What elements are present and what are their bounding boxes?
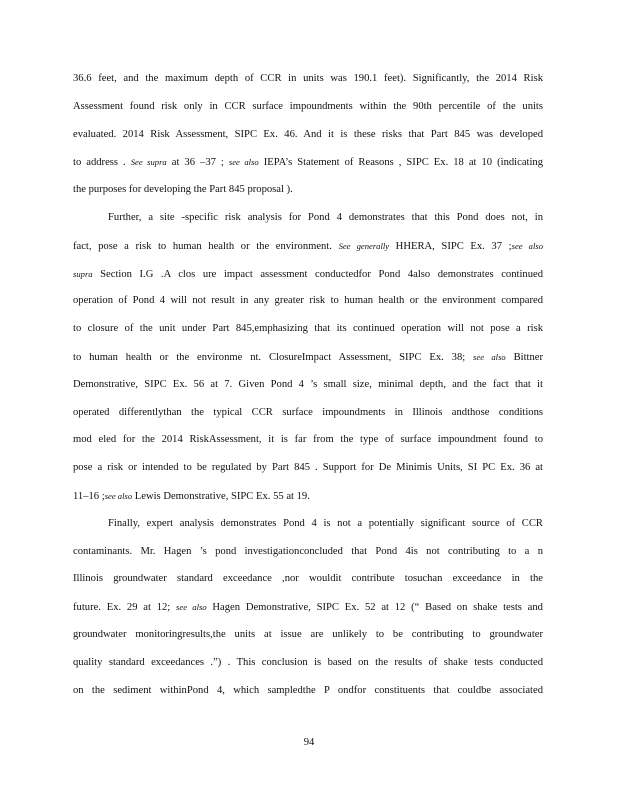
text-run: to address . [73, 157, 131, 169]
text-run: the purposes for developing the Part 845 proposal ). [73, 184, 293, 196]
text-run: at 36 –37 ; [166, 157, 229, 169]
citation-signal: see also [511, 240, 543, 251]
text-line [73, 183, 543, 197]
text-line [108, 211, 543, 225]
text-run: operation of Pond 4 will not result in any greater risk to human health or the environment compared [73, 295, 543, 307]
text-line [73, 545, 543, 559]
text-line [73, 684, 543, 698]
text-run: future. Ex. 29 at 12; [73, 602, 177, 614]
text-run: fact, pose a risk to human health or the environment. [73, 240, 339, 252]
text-run: to closure of the unit under Part 845,emphasizing that its continued operation will not pose a risk [73, 323, 543, 335]
text-run: Section I.G .A clos ure impact assessment conductedfor Pond 4also demonstrates continued [92, 268, 543, 280]
text-run: Bittner [505, 352, 543, 363]
text-line [73, 155, 543, 169]
text-run: to human health or the environme nt. ClosureImpact Assessment, SIPC Ex. 38; [73, 352, 474, 363]
text-run: Assessment found risk only in CCR surface impoundments within the 90th percentile of the units [73, 100, 543, 112]
text-line [73, 572, 543, 586]
text-run: 36.6 feet, and the maximum depth of CCR in units was 190.1 feet). Significantly, the 2014 Risk [73, 73, 543, 84]
text-run: Finally, expert analysis demonstrates Pond 4 is not a potentially significant source of CCR [108, 517, 543, 529]
text-run: 11–16 ; [73, 491, 105, 502]
text-run: Hagen Demonstrative, SIPC Ex. 52 at 12 (“ Based on shake tests and [206, 602, 543, 614]
text-line [73, 100, 543, 114]
text-run: contaminants. Mr. Hagen ’s pond investigationconcluded that Pond 4is not contributing to a n [73, 545, 543, 557]
text-run: evaluated. 2014 Risk Assessment, SIPC Ex. 46. And it is these risks that Part 845 was developed [73, 128, 543, 140]
citation-signal: see also [176, 602, 207, 613]
text-run: Illinois groundwater standard exceedance ,nor wouldit contribute tosuchan exceedance in the [73, 573, 543, 585]
page-number: 94 [303, 737, 315, 748]
text-run: pose a risk or intended to be regulated by Part 845 . Support for De Minimis Units, SI PC Ex. 36 at [73, 462, 543, 474]
citation-signal: see also [228, 157, 259, 168]
text-line [73, 239, 543, 253]
text-line [73, 461, 543, 475]
text-line [73, 628, 543, 642]
text-run: mod eled for the 2014 RiskAssessment, it is far from the type of surface impoundment found to [73, 434, 543, 446]
text-line [73, 128, 543, 142]
text-line [73, 294, 543, 308]
text-run: groundwater monitoringresults,the units at issue are unlikely to be contributing to groundwater [73, 629, 543, 640]
text-line [73, 406, 543, 420]
text-line [73, 489, 543, 503]
text-line [73, 322, 543, 336]
text-line [73, 656, 543, 670]
text-line [73, 350, 543, 364]
citation-signal: supra [73, 268, 93, 279]
text-line [73, 378, 543, 392]
citation-signal: see also [104, 491, 133, 501]
text-line [73, 433, 543, 447]
text-run: operated differentlythan the typical CCR surface impoundments in Illinois andthose conditions [73, 406, 543, 418]
text-line [108, 517, 543, 531]
text-run: IEPA’s Statement of Reasons , SIPC Ex. 18 at 10 (indicating [258, 157, 543, 169]
text-run: Lewis Demonstrative, SIPC Ex. 55 at 19. [132, 491, 310, 502]
citation-signal: See generally [338, 240, 390, 251]
text-line [73, 267, 543, 281]
text-run: HHERA, SIPC Ex. 37 ; [389, 240, 512, 252]
text-run: Demonstrative, SIPC Ex. 56 at 7. Given Pond 4 ’s small size, minimal depth, and the fact that it [73, 378, 543, 390]
text-run: on the sediment withinPond 4, which sampledthe P ondfor constituents that couldbe associated [73, 684, 543, 696]
text-run: quality standard exceedances .”) . This conclusion is based on the results of shake tests conducted [73, 656, 543, 668]
citation-signal: see also [473, 352, 506, 362]
text-run: Further, a site -specific risk analysis for Pond 4 demonstrates that this Pond does not, in [108, 212, 543, 223]
citation-signal: See supra [130, 157, 167, 168]
text-line [73, 600, 543, 614]
text-line [73, 72, 543, 86]
